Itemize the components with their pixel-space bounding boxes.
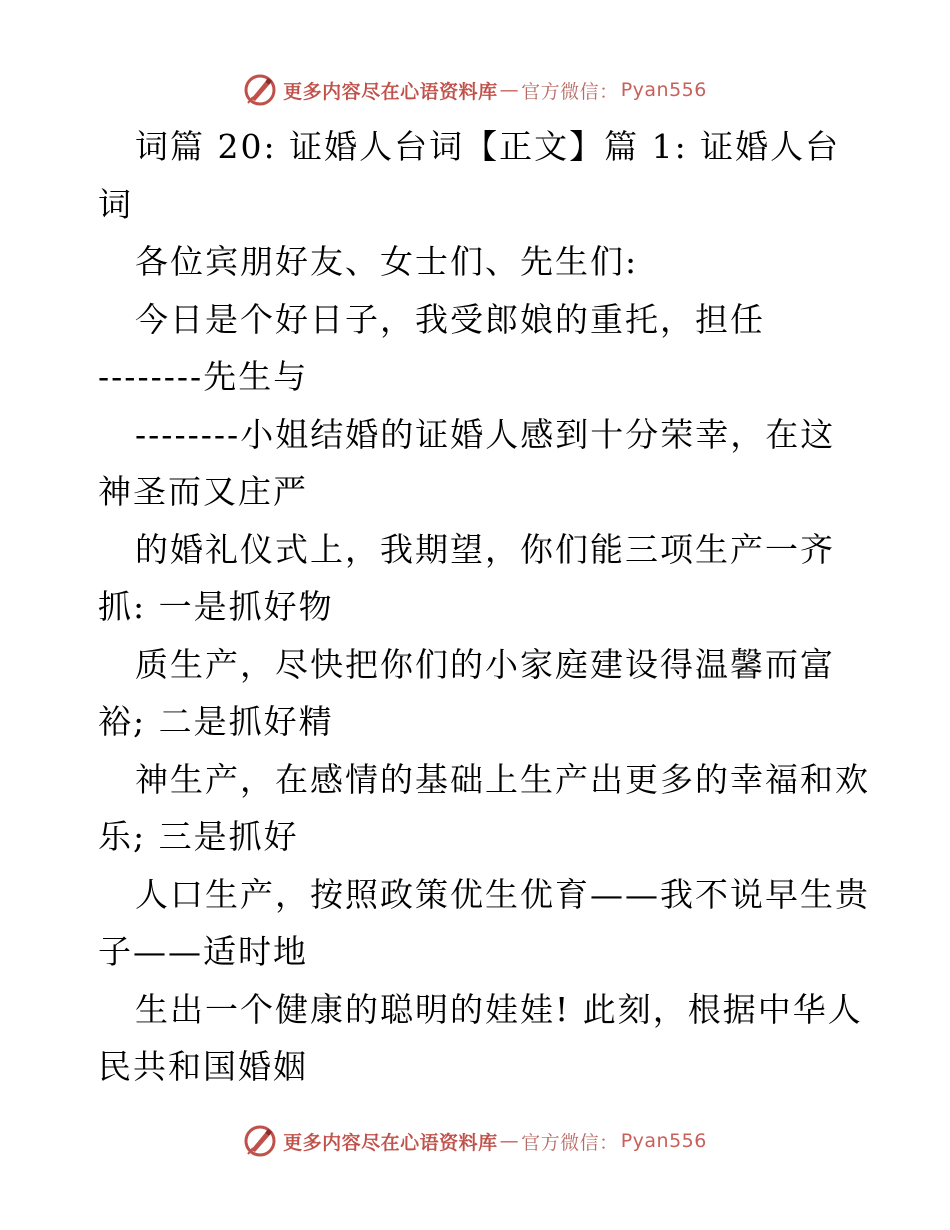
pen-logo-icon [243, 73, 277, 107]
text-line: 质生产，尽快把你们的小家庭建设得温馨而富 [135, 644, 835, 684]
text-line: 神生产，在感情的基础上生产出更多的幸福和欢 [135, 759, 870, 799]
text-line: --------先生与 [98, 357, 309, 396]
text-line: 各位宾朋好友、女士们、先生们: [135, 242, 639, 281]
watermark-separator: — [499, 79, 520, 101]
text-line: 乐; 三是抓好 [98, 817, 299, 856]
watermark-footer [0, 1121, 950, 1161]
watermark-wechat-id: Pyan556 [620, 1130, 707, 1152]
document-body [98, 118, 870, 1096]
text-line: 词篇 20: 证婚人台词【正文】篇 1: 证婚人台 [135, 127, 841, 166]
text-line: --------小姐结婚的证婚人感到十分荣幸，在这 [135, 414, 836, 454]
watermark-label: 官方微信： [521, 80, 619, 103]
watermark-label: 官方微信： [521, 1131, 619, 1154]
watermark-separator: — [499, 1130, 520, 1152]
text-line: 神圣而又庄严 [98, 472, 308, 511]
text-line: 词 [98, 184, 133, 224]
watermark-header [0, 70, 950, 110]
text-line: 生出一个健康的聪明的娃娃! 此刻，根据中华人 [135, 989, 863, 1029]
watermark-brand: 更多内容尽在心语资料库 [283, 80, 498, 103]
watermark-wechat-id: Pyan556 [620, 79, 707, 101]
text-line: 裕; 二是抓好精 [98, 702, 334, 741]
pen-logo-icon [243, 1124, 277, 1158]
text-line: 子——适时地 [98, 932, 308, 971]
text-line: 人口生产，按照政策优生优育——我不说早生贵 [135, 874, 870, 914]
text-line: 今日是个好日子，我受郎娘的重托，担任 [135, 299, 765, 339]
text-line: 抓: 一是抓好物 [98, 587, 334, 626]
text-line: 的婚礼仪式上，我期望，你们能三项生产一齐 [135, 529, 835, 569]
text-line: 民共和国婚姻 [98, 1047, 308, 1086]
watermark-brand: 更多内容尽在心语资料库 [283, 1131, 498, 1154]
